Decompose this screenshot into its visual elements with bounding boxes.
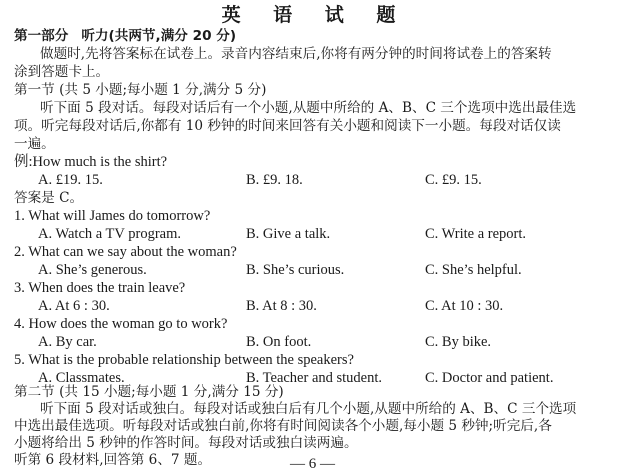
part1-heading: 第一部分	[14, 28, 69, 44]
example-option-a: A. £19. 15.	[38, 172, 103, 188]
section2-heading: 第二节 (共 15 小题;每小题 1 分,满分 15 分)	[14, 384, 284, 400]
part1-heading-row	[14, 27, 236, 45]
part1-heading-detail: 听力(共两节,满分 20 分)	[81, 28, 237, 44]
example-question: 例:How much is the shirt?	[14, 154, 168, 170]
q5-option-b: B. Teacher and student.	[246, 370, 383, 386]
section1-instr-line1: 听下面 5 段对话。每段对话后有一个小题,从题中所给的 A、B、C 三个选项中选出最佳选	[40, 100, 577, 116]
q1-option-a: A. Watch a TV program.	[38, 226, 181, 242]
example-option-c: C. £9. 15.	[425, 172, 482, 188]
question-1: 1. What will James do tomorrow?	[14, 208, 211, 224]
question-2: 2. What can we say about the woman?	[14, 244, 237, 260]
q1-option-b: B. Give a talk.	[246, 226, 331, 242]
q4-option-a: A. By car.	[38, 334, 97, 350]
section1-instr-line3: 一遍。	[14, 136, 55, 152]
q5-option-c: C. Doctor and patient.	[425, 370, 554, 386]
part1-intro-line2: 涂到答题卡上。	[14, 64, 110, 80]
section2-material: 听第 6 段材料,回答第 6、7 题。	[14, 452, 212, 468]
question-4: 4. How does the woman go to work?	[14, 316, 228, 332]
example-option-b: B. £9. 18.	[246, 172, 303, 188]
question-5: 5. What is the probable relationship between the speakers?	[14, 352, 354, 368]
section2-instr-line2: 中选出最佳选项。听每段对话或独白前,你将有时间阅读各个小题,每小题 5 秒钟;听完后,各	[14, 418, 552, 434]
q2-option-b: B. She’s curious.	[246, 262, 345, 278]
q4-option-c: C. By bike.	[425, 334, 492, 350]
page-number: — 6 —	[290, 456, 335, 472]
q2-option-c: C. She’s helpful.	[425, 262, 522, 278]
part1-intro-line1: 做题时,先将答案标在试卷上。录音内容结束后,你将有两分钟的时间将试卷上的答案转	[40, 46, 552, 62]
section2-instr-line3: 小题将给出 5 秒钟的作答时间。每段对话或独白读两遍。	[14, 435, 358, 451]
section2-instr-line1: 听下面 5 段对话或独白。每段对话或独白后有几个小题,从题中所给的 A、B、C 三个选项	[40, 401, 577, 417]
question-3: 3. When does the train leave?	[14, 280, 186, 296]
q4-option-b: B. On foot.	[246, 334, 312, 350]
q5-option-a: A. Classmates.	[38, 370, 125, 386]
q3-option-b: B. At 8 : 30.	[246, 298, 317, 314]
section1-instr-line2: 项。听完每段对话后,你都有 10 秒钟的时间来回答有关小题和阅读下一小题。每段对话仅读	[14, 118, 561, 134]
section1-heading: 第一节 (共 5 小题;每小题 1 分,满分 5 分)	[14, 82, 267, 98]
page-title: 英 语 试 题	[221, 4, 409, 26]
q1-option-c: C. Write a report.	[425, 226, 527, 242]
example-answer: 答案是 C。	[14, 190, 84, 206]
q2-option-a: A. She’s generous.	[38, 262, 147, 278]
q3-option-c: C. At 10 : 30.	[425, 298, 504, 314]
q3-option-a: A. At 6 : 30.	[38, 298, 110, 314]
